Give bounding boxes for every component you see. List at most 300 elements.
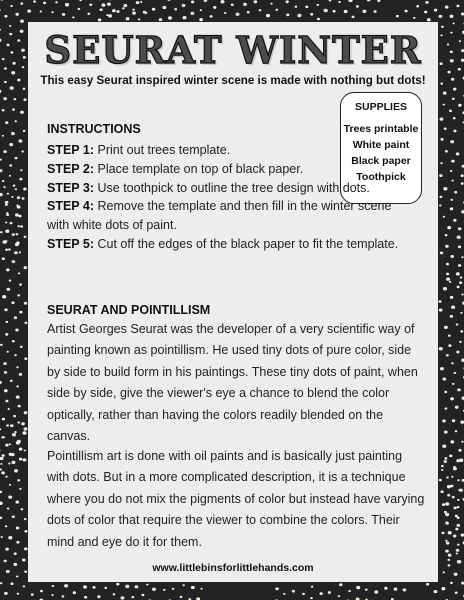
background-dot	[4, 15, 7, 18]
background-dot	[24, 322, 27, 324]
background-dot	[10, 222, 13, 224]
background-dot	[16, 575, 19, 577]
background-dot	[356, 586, 360, 589]
background-dot	[344, 10, 348, 13]
background-dot	[123, 4, 127, 7]
background-dot	[324, 9, 328, 13]
background-dot	[116, 10, 119, 13]
background-dot	[453, 467, 457, 470]
background-dot	[15, 243, 19, 246]
background-dot	[136, 1, 140, 4]
background-dot	[2, 257, 5, 260]
background-dot	[10, 86, 14, 90]
background-dot	[20, 20, 24, 23]
background-dot	[2, 454, 5, 457]
background-dot	[64, 584, 68, 587]
background-dot	[254, 0, 258, 3]
background-dot	[16, 541, 19, 544]
background-dot	[144, 11, 147, 14]
background-dot	[108, 14, 112, 17]
background-dot	[19, 448, 23, 451]
background-dot	[439, 479, 442, 482]
background-dot	[152, 8, 155, 11]
subtitle: This easy Seurat inspired winter scene is made with nothing but dots!	[40, 74, 426, 87]
background-dot	[456, 459, 460, 462]
background-dot	[443, 104, 445, 106]
background-dot	[11, 196, 13, 198]
background-dot	[1, 536, 3, 538]
background-dot	[62, 13, 65, 16]
background-dot	[14, 316, 17, 319]
background-dot	[458, 489, 461, 491]
background-dot	[131, 596, 134, 598]
background-dot	[441, 532, 444, 535]
background-dot	[89, 3, 92, 6]
background-dot	[445, 407, 448, 409]
background-dot	[121, 596, 125, 599]
background-dot	[9, 484, 11, 486]
background-dot	[24, 530, 27, 533]
background-dot	[52, 585, 54, 587]
background-dot	[440, 251, 443, 254]
step-item	[47, 235, 417, 254]
background-dot	[24, 411, 28, 414]
background-dot	[275, 587, 278, 590]
page-title: SEURAT WINTER	[44, 28, 422, 72]
background-dot	[311, 586, 313, 588]
background-dot	[286, 14, 289, 17]
background-dot	[116, 583, 119, 586]
background-dot	[14, 251, 18, 254]
background-dot	[112, 9, 116, 12]
step-item	[47, 160, 417, 179]
background-dot	[15, 13, 19, 16]
background-dot	[454, 573, 458, 576]
background-dot	[3, 186, 5, 188]
background-dot	[456, 323, 459, 325]
background-dot	[446, 278, 450, 281]
background-dot	[454, 372, 457, 374]
background-dot	[92, 586, 95, 589]
background-dot	[20, 169, 22, 171]
background-dot	[0, 39, 1, 43]
background-dot	[12, 340, 15, 342]
background-dot	[146, 584, 148, 586]
background-dot	[152, 588, 156, 591]
background-dot	[450, 59, 454, 62]
background-dot	[9, 164, 12, 166]
background-dot	[17, 205, 21, 208]
background-dot	[17, 294, 20, 296]
background-dot	[6, 268, 10, 271]
background-dot	[20, 346, 23, 348]
background-dot	[100, 8, 103, 11]
background-dot	[11, 132, 15, 135]
seurat-paragraph-2: Pointillism art is done with oil paints and is basically just painting with dots. But in a more complicated description, it is a technique where you do not mix the pigments of color but instead have varying dots of color that require the viewer to combine the colors. Their mind and eye do it for them.	[47, 449, 425, 549]
supply-item: White paint	[352, 139, 410, 151]
background-dot	[456, 553, 458, 555]
background-dot	[12, 260, 16, 263]
background-dot	[439, 15, 443, 18]
background-dot	[443, 187, 447, 191]
background-dot	[459, 281, 462, 284]
background-dot	[23, 98, 26, 101]
background-dot	[182, 16, 186, 19]
background-dot	[12, 62, 15, 65]
background-dot	[450, 32, 452, 34]
background-dot	[0, 169, 2, 172]
background-dot	[394, 588, 398, 591]
step-text: Remove the template and then fill in the winter scene with white dots of paint.	[47, 199, 392, 233]
background-dot	[458, 104, 462, 107]
background-dot	[19, 311, 22, 314]
supply-item: Toothpick	[356, 171, 406, 183]
step-label: STEP 5:	[47, 236, 95, 251]
background-dot	[3, 436, 5, 438]
background-dot	[107, 3, 111, 6]
background-dot	[445, 234, 448, 236]
background-dot	[456, 152, 460, 155]
background-dot	[305, 5, 308, 8]
background-dot	[191, 0, 194, 3]
background-dot	[453, 130, 456, 133]
background-dot	[443, 92, 447, 95]
background-dot	[101, 3, 105, 6]
background-dot	[9, 25, 11, 27]
background-dot	[106, 14, 108, 16]
background-dot	[200, 9, 202, 11]
background-dot	[448, 531, 452, 535]
background-dot	[439, 309, 443, 312]
steps-list	[47, 141, 417, 254]
background-dot	[204, 0, 208, 2]
background-dot	[453, 117, 456, 119]
background-dot	[7, 193, 9, 195]
background-dot	[11, 582, 14, 585]
background-dot	[5, 548, 9, 551]
background-dot	[2, 295, 6, 299]
background-dot	[449, 110, 452, 113]
background-dot	[18, 215, 21, 218]
background-dot	[446, 273, 449, 276]
background-dot	[338, 595, 341, 597]
background-dot	[5, 444, 8, 447]
background-dot	[333, 10, 336, 13]
background-dot	[445, 245, 449, 248]
background-dot	[8, 495, 12, 498]
background-dot	[14, 431, 16, 433]
background-dot	[33, 0, 36, 2]
background-dot	[79, 0, 81, 1]
background-dot	[444, 460, 447, 463]
background-dot	[443, 216, 445, 218]
background-dot	[172, 588, 175, 590]
background-dot	[275, 9, 278, 11]
background-dot	[444, 127, 447, 129]
background-dot	[5, 201, 9, 204]
background-dot	[461, 256, 463, 258]
background-dot	[458, 227, 462, 230]
background-dot	[449, 455, 452, 458]
background-dot	[310, 597, 313, 599]
background-dot	[461, 174, 464, 177]
background-dot	[213, 6, 216, 9]
background-dot	[15, 329, 19, 332]
background-dot	[0, 90, 1, 93]
background-dot	[0, 29, 1, 31]
background-dot	[24, 449, 26, 451]
background-dot	[457, 506, 460, 508]
background-dot	[329, 0, 332, 2]
background-dot	[191, 12, 195, 15]
background-dot	[454, 191, 457, 194]
background-dot	[24, 427, 28, 430]
background-dot	[403, 588, 407, 591]
background-dot	[18, 405, 21, 408]
background-dot	[17, 225, 19, 227]
background-dot	[445, 6, 449, 9]
background-dot	[6, 570, 10, 573]
background-dot	[8, 248, 11, 250]
background-dot	[270, 3, 272, 5]
background-dot	[457, 499, 460, 501]
background-dot	[451, 160, 454, 163]
background-dot	[451, 180, 453, 182]
background-dot	[0, 0, 3, 1]
background-dot	[456, 272, 460, 275]
background-dot	[455, 430, 458, 432]
supply-item: Black paper	[351, 155, 411, 167]
instructions-heading: INSTRUCTIONS	[47, 122, 141, 136]
background-dot	[5, 321, 8, 323]
background-dot	[21, 422, 25, 425]
background-dot	[3, 150, 6, 153]
background-dot	[447, 226, 451, 229]
background-dot	[135, 585, 139, 588]
background-dot	[14, 354, 17, 356]
background-dot	[0, 193, 3, 196]
background-dot	[310, 13, 313, 16]
background-dot	[441, 465, 444, 467]
background-dot	[455, 406, 459, 409]
background-dot	[450, 315, 453, 318]
background-dot	[445, 502, 449, 506]
background-dot	[0, 381, 2, 384]
background-dot	[461, 182, 464, 185]
background-dot	[12, 433, 16, 436]
background-dot	[440, 367, 444, 370]
background-dot	[174, 8, 177, 10]
background-dot	[0, 491, 2, 494]
background-dot	[446, 354, 449, 357]
background-dot	[0, 501, 3, 504]
background-dot	[448, 559, 451, 561]
background-dot	[457, 544, 460, 546]
background-dot	[140, 1, 142, 3]
background-dot	[21, 49, 25, 52]
background-dot	[1, 471, 5, 474]
background-dot	[15, 157, 18, 159]
background-dot	[442, 444, 446, 447]
background-dot	[413, 17, 416, 19]
background-dot	[17, 39, 20, 42]
background-dot	[425, 1, 428, 4]
background-dot	[456, 351, 459, 354]
background-dot	[448, 564, 451, 566]
background-dot	[11, 301, 14, 304]
background-dot	[0, 582, 2, 584]
background-dot	[19, 373, 22, 376]
background-dot	[14, 552, 17, 555]
background-dot	[5, 476, 7, 478]
background-dot	[367, 0, 371, 1]
background-dot	[122, 7, 125, 9]
background-dot	[0, 344, 3, 346]
background-dot	[448, 334, 451, 336]
background-dot	[377, 0, 380, 2]
background-dot	[84, 596, 87, 599]
background-dot	[72, 16, 74, 18]
background-dot	[439, 174, 442, 177]
background-dot	[22, 431, 26, 435]
background-dot	[17, 196, 20, 199]
background-dot	[19, 488, 21, 490]
background-dot	[6, 214, 9, 217]
background-dot	[113, 593, 116, 595]
background-dot	[427, 18, 431, 21]
background-dot	[453, 506, 456, 509]
step-text: Place template on top of black paper.	[97, 161, 304, 176]
background-dot	[10, 424, 13, 427]
background-dot	[5, 249, 8, 251]
background-dot	[83, 585, 87, 588]
background-dot	[317, 4, 320, 6]
background-dot	[14, 120, 17, 122]
background-dot	[365, 588, 368, 590]
background-dot	[434, 9, 437, 12]
background-dot	[182, 4, 186, 7]
background-dot	[87, 13, 90, 15]
background-dot	[450, 207, 454, 210]
background-dot	[183, 584, 185, 586]
supplies-heading: SUPPLIES	[355, 101, 407, 113]
background-dot	[450, 15, 454, 18]
background-dot	[51, 594, 53, 596]
background-dot	[460, 312, 462, 314]
background-dot	[200, 588, 202, 590]
background-dot	[0, 517, 2, 520]
background-dot	[457, 236, 461, 240]
background-dot	[295, 6, 298, 8]
background-dot	[448, 554, 452, 557]
background-dot	[20, 30, 24, 33]
background-dot	[283, 593, 285, 595]
background-dot	[5, 121, 8, 124]
background-dot	[19, 178, 22, 181]
step-label: STEP 4:	[47, 199, 95, 214]
background-dot	[18, 272, 20, 274]
background-dot	[440, 162, 442, 164]
background-dot	[51, 11, 53, 13]
background-dot	[6, 424, 9, 426]
background-dot	[447, 494, 450, 497]
background-dot	[65, 3, 69, 7]
background-dot	[4, 81, 7, 83]
background-dot	[18, 421, 21, 423]
background-dot	[444, 431, 448, 434]
background-dot	[167, 0, 170, 1]
background-dot	[16, 527, 19, 530]
background-dot	[231, 4, 234, 7]
background-dot	[453, 88, 456, 91]
background-dot	[445, 522, 448, 525]
background-dot	[374, 590, 378, 593]
background-dot	[441, 469, 443, 471]
background-dot	[450, 582, 453, 584]
background-dot	[97, 595, 100, 598]
background-dot	[27, 10, 31, 13]
background-dot	[10, 51, 13, 53]
background-dot	[8, 408, 10, 410]
background-dot	[55, 1, 58, 3]
background-dot	[247, 11, 250, 13]
background-dot	[450, 50, 453, 53]
background-dot	[20, 111, 24, 114]
background-dot	[442, 571, 444, 573]
background-dot	[455, 592, 458, 595]
background-dot	[445, 550, 449, 553]
background-dot	[7, 508, 9, 510]
background-dot	[15, 469, 18, 472]
background-dot	[17, 79, 20, 82]
background-dot	[40, 10, 42, 12]
background-dot	[2, 135, 4, 137]
background-dot	[453, 22, 455, 24]
background-dot	[24, 357, 27, 360]
background-dot	[236, 13, 240, 16]
background-dot	[447, 43, 449, 45]
background-dot	[460, 330, 463, 332]
background-dot	[0, 463, 2, 465]
background-dot	[446, 263, 449, 266]
background-dot	[180, 596, 183, 598]
background-dot	[5, 222, 7, 224]
background-dot	[440, 117, 444, 120]
background-dot	[458, 68, 461, 71]
background-dot	[19, 283, 22, 285]
background-dot	[445, 540, 447, 542]
background-dot	[5, 333, 8, 336]
step-label: STEP 3:	[47, 180, 95, 195]
background-dot	[15, 501, 19, 504]
background-dot	[15, 213, 19, 216]
background-dot	[5, 400, 8, 403]
step-text: Cut off the edges of the black paper to fit the template.	[97, 236, 399, 251]
background-dot	[460, 277, 463, 279]
background-dot	[452, 496, 455, 499]
background-dot	[18, 139, 22, 142]
background-dot	[10, 5, 12, 7]
background-dot	[450, 296, 454, 299]
background-dot	[453, 535, 456, 538]
background-dot	[12, 233, 15, 236]
background-dot	[24, 518, 27, 520]
background-dot	[3, 362, 6, 365]
background-dot	[456, 549, 460, 552]
background-dot	[440, 82, 443, 84]
background-dot	[221, 0, 225, 3]
background-dot	[440, 138, 443, 141]
